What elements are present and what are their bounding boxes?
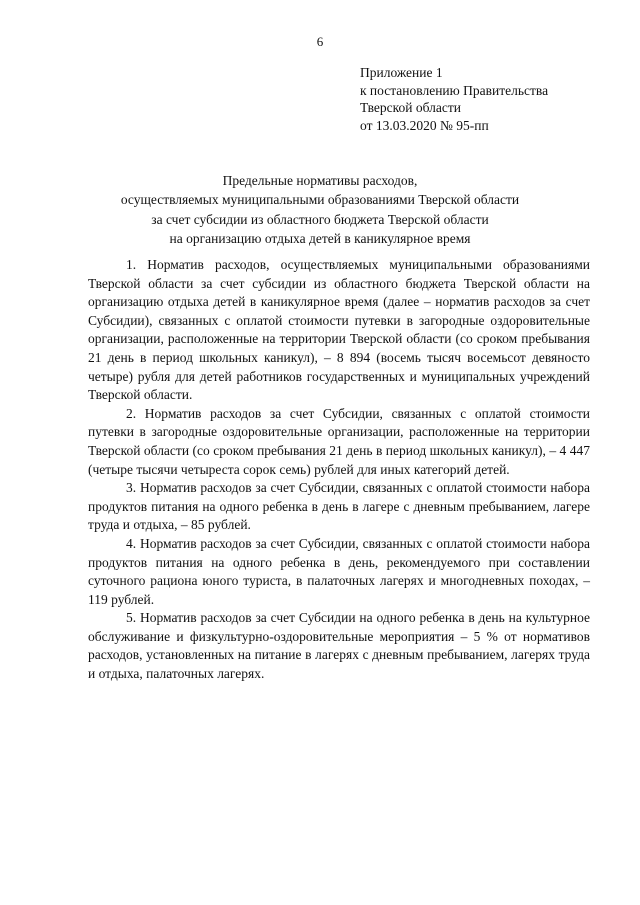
title-line: за счет субсидии из областного бюджета Тверской области [151, 211, 489, 227]
appendix-header [360, 64, 548, 134]
appendix-line: от 13.03.2020 № 95-пп [360, 117, 489, 133]
paragraph-1: 1. Норматив расходов, осуществляемых муниципальными образованиями Тверской области за счет субсидии из областного бюджета Тверской области на организацию отдыха детей в каникулярное время (далее – норматив расходов за счет Субсидии), связанных с оплатой стоимости путевки в загородные оздоровительные организации, расположенные на территории Тверской области (со сроком пребывания 21 день в период школьных каникул), – 8 894 (восемь тысяч восемьсот девяносто четыре) рубля для детей работников государственных и муниципальных учреждений Тверской области. [88, 257, 590, 403]
document-body [88, 256, 590, 684]
paragraph-5: 5. Норматив расходов за счет Субсидии на одного ребенка в день на культурное обслуживание и физкультурно-оздоровительные мероприятия – 5 % от нормативов расходов, установленных на питание в лагерях с дневным пребыванием, лагерях труда и отдыха, палаточных лагерях. [88, 610, 590, 682]
appendix-line: Тверской области [360, 100, 461, 116]
paragraph-3: 3. Норматив расходов за счет Субсидии, связанных с оплатой стоимости набора продуктов питания на одного ребенка в день в лагере с дневным пребыванием, лагере труда и отдыха, – 85 рублей. [88, 480, 590, 533]
appendix-line: к постановлению Правительства [360, 82, 549, 98]
appendix-line: Приложение 1 [360, 65, 443, 80]
page-number: 6 [316, 34, 324, 49]
title-line: на организацию отдыха детей в каникулярное время [169, 231, 471, 247]
document-title [80, 171, 560, 249]
title-line: Предельные нормативы расходов, [222, 173, 418, 188]
paragraph-4: 4. Норматив расходов за счет Субсидии, связанных с оплатой стоимости набора продуктов питания на одного ребенка в день, рекомендуемого при составлении суточного рациона юного туриста, в палаточных лагерях и многодневных походах, – 119 рублей. [88, 535, 590, 607]
title-line: осуществляемых муниципальными образованиями Тверской области [120, 192, 520, 208]
paragraph-2: 2. Норматив расходов за счет Субсидии, связанных с оплатой стоимости путевки в загородные оздоровительные организации, расположенные на территории Тверской области (со сроком пребывания 21 день в период школьных каникул), – 4 447 (четыре тысячи четыреста сорок семь) рублей для иных категорий детей. [88, 405, 590, 477]
